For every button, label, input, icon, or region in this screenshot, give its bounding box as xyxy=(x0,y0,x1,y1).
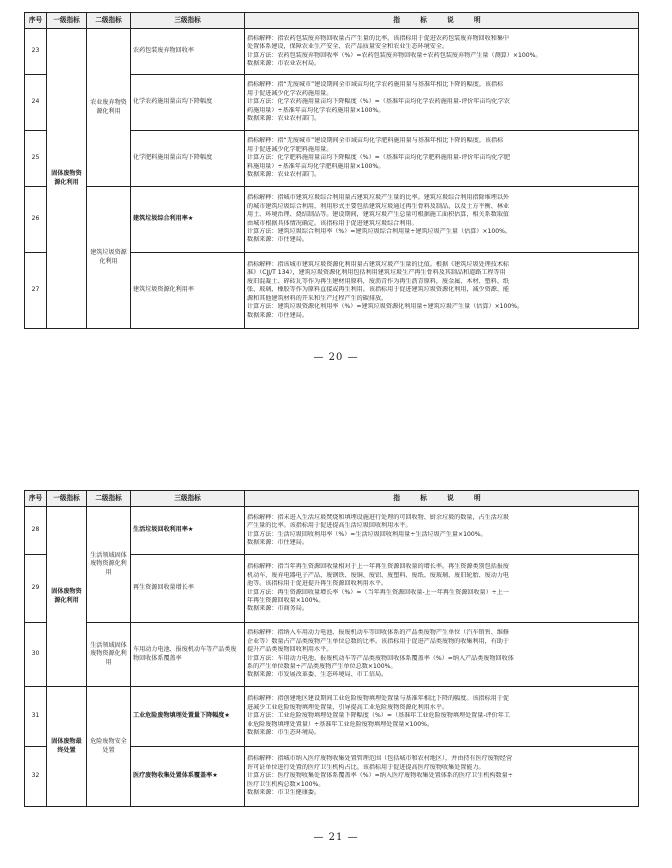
table-row xyxy=(25,623,639,687)
description-line: 提升产品类废物回收利用水平。 xyxy=(247,646,333,654)
row-number: 27 xyxy=(25,253,47,329)
description-line: 数据来源：市住建局。 xyxy=(247,311,308,319)
description-line: 指标解释：指“无废城市”建设期间全市域亩均化学肥料施用量与基准年相比下降的幅度。该指标 xyxy=(247,137,504,145)
description-line: 张、玻璃、橡胶等作为原料直接或再生利用。该指标用于促进建筑垃圾资源化利用，减少资源、能 xyxy=(247,286,510,294)
description-line: 指标解释：指未进入生活垃圾焚烧和填埋设施进行处理的可回收物、厨余垃圾的数量，占生活垃圾 xyxy=(247,513,510,521)
description-line: 用于促进减少化学农药施用量。 xyxy=(247,89,333,97)
description-line: 池等。该指标用于促进提升再生资源回收利用水平。 xyxy=(247,580,388,588)
col-header-level2: 二级指标 xyxy=(87,491,131,507)
description-line: 计算方法：工业危险废物填埋处置量下降幅度（%）=（基准年工业危险废物填埋处置量-评价年工 xyxy=(247,712,510,720)
col-header-no: 序号 xyxy=(25,491,47,507)
level1-indicator: 固体废物资源化利用 xyxy=(47,507,87,687)
col-header-level1: 一级指标 xyxy=(47,491,87,507)
indicator-description xyxy=(245,29,639,75)
level3-indicator: 化学肥料施用量亩均下降幅度 xyxy=(131,131,245,187)
description-line: 数据来源：市卫生健康委。 xyxy=(247,789,321,797)
description-line: 指标解释：指“无废城市”建设期间全市域亩均化学农药施用量与基准年相比下降的幅度。该指标 xyxy=(247,81,504,89)
description-line: 数据来源：市住建局。 xyxy=(247,236,308,244)
description-line: 计算方法：化学农药施用量亩均下降幅度（%）=（基准年亩均化学农药施用量-评价年亩均化学农 xyxy=(247,98,510,106)
description-line: 指标解释：指城市纳入医疗废物收集处置管理范围（包括城市和农村地区），并由持有医疗废物经营 xyxy=(247,755,513,763)
level1-indicator: 固体废物资源化利用 xyxy=(47,29,87,329)
table-row xyxy=(25,29,639,75)
description-line: 计算方法：医疗废物收集处置体系覆盖率（%）=纳入医疗废物收集处置体系的医疗卫生机构数量÷ xyxy=(247,772,513,780)
row-number: 28 xyxy=(25,507,47,555)
description-line: 处置体系建设，保障农业生产安全、农产品质量安全和农业生态环境安全。 xyxy=(247,43,449,51)
description-line: 药施用量）÷基准年亩均化学农药施用量×100%。 xyxy=(247,106,385,114)
level2-indicator: 建筑垃圾资源化利用 xyxy=(87,187,131,329)
description-line: 计算方法：再生资源回收量增长率（%）=（当年再生资源回收量-上一年再生资源回收量）÷上一 xyxy=(247,588,509,596)
col-header-level3: 三级指标 xyxy=(131,491,245,507)
row-number: 30 xyxy=(25,623,47,687)
description-line: 计算方法：建筑垃圾综合利用率（%）=建筑垃圾综合利用量÷建筑垃圾产生量（估算）×100%。 xyxy=(247,227,511,235)
row-number: 23 xyxy=(25,29,47,75)
col-header-description: 指 标 说 明 xyxy=(245,13,639,29)
description-line: 数据来源：农业农村部门。 xyxy=(247,115,321,123)
description-line: 数据来源：市住建局。 xyxy=(247,538,308,546)
level3-indicator: 车用动力电池、报废机动车等产品类废物回收体系覆盖率 xyxy=(131,623,245,687)
level2-indicator: 生活领域固体废物资源化利用 xyxy=(87,507,131,623)
description-line: 数据来源：市发展改革委、生态环境局、市工信局。 xyxy=(247,671,388,679)
table-row xyxy=(25,187,639,253)
description-line: 指标解释：指城市建筑垃圾综合利用量占建筑垃圾产生量的比率。建筑垃圾综合利用指除堆埋以外 xyxy=(247,194,510,202)
level3-indicator: 工业危险废物填埋处置量下降幅度★ xyxy=(131,687,245,747)
indicator-description xyxy=(245,187,639,253)
page-number: — 21 — xyxy=(313,832,359,843)
level3-indicator: 建筑垃圾综合利用率★ xyxy=(131,187,245,253)
description-line: 数据来源：市生态环境局。 xyxy=(247,729,321,737)
indicator-table-page-21 xyxy=(24,490,639,807)
description-line: 机动车、废弃电器电子产品、废钢铁、废铜、废铝、废塑料、废纸、废玻璃、废旧轮胎、废动力电 xyxy=(247,571,510,579)
description-line: 数据来源：市商务局。 xyxy=(247,605,308,613)
description-line: 数据来源：市农业农村局。 xyxy=(247,59,321,67)
level3-indicator: 生活垃圾回收利用率★ xyxy=(131,507,245,555)
col-header-level3: 三级指标 xyxy=(131,13,245,29)
level3-indicator: 再生资源回收量增长率 xyxy=(131,555,245,623)
indicator-description xyxy=(245,131,639,187)
description-line: 计算方法：农药包装废弃物回收率（%）=农药包装废弃物回收量÷农药包装废弃物产生量（测算）×100%。 xyxy=(247,51,542,59)
description-line: 指标解释：指当年再生资源回收量相对于上一年再生资源回收量的增长率。再生资源类别包括报废 xyxy=(247,563,510,571)
indicator-description xyxy=(245,253,639,329)
row-number: 31 xyxy=(25,687,47,747)
row-number: 26 xyxy=(25,187,47,253)
level3-indicator: 建筑垃圾资源化利用率 xyxy=(131,253,245,329)
indicator-description xyxy=(245,687,639,747)
description-line: 进减少工业危险废物填埋处置量，引导提高工业危险废物资源化利用水平。 xyxy=(247,703,449,711)
col-header-level1: 一级指标 xyxy=(47,13,87,29)
row-number: 25 xyxy=(25,131,47,187)
indicator-description xyxy=(245,555,639,623)
description-line: 料施用量）÷基准年亩均化学肥料施用量×100%。 xyxy=(247,162,385,170)
description-line: 指标解释：指创建地区建设期间工业危险废物填埋处置量与基准年相比下降的幅度。该指标用于促 xyxy=(247,695,510,703)
indicator-description xyxy=(245,75,639,131)
description-line: 准》（CJJ/T 134），建筑垃圾资源化利用包括利用建筑垃圾生产再生骨料及其制品和道路工程等用 xyxy=(247,269,506,277)
indicator-description xyxy=(245,747,639,807)
col-header-description: 指 标 说 明 xyxy=(245,491,639,507)
description-line: 数据来源：农业农村部门。 xyxy=(247,171,321,179)
description-line: 许可证单位进行处置的医疗卫生机构占比。该指标用于促进提高医疗废物收集处置能力。 xyxy=(247,763,485,771)
level3-indicator: 农药包装废弃物回收率 xyxy=(131,29,245,75)
indicator-description xyxy=(245,623,639,687)
indicator-table-page-20 xyxy=(24,12,639,329)
col-header-no: 序号 xyxy=(25,13,47,29)
description-line: 计算方法：车用动力电池、报废机动车等产品类废物回收体系覆盖率（%）=纳入产品类废物回收体 xyxy=(247,654,514,662)
description-line: 指标解释：指纳入车用动力电池、报废机动车等回收体系的产品类废物产生单位（汽车销售、维修 xyxy=(247,629,510,637)
description-line: 年再生资源回收量×100%。 xyxy=(247,596,325,604)
description-line: 指标解释：指该城市建筑垃圾资源化利用量占建筑垃圾产生量的比值。根据《建筑垃圾处理技术标 xyxy=(247,261,510,269)
level2-indicator: 农业废弃物资源化利用 xyxy=(87,29,131,187)
description-line: 计算方法：化学肥料施用量亩均下降幅度（%）=（基准年亩均化学肥料施用量-评价年亩均化学肥 xyxy=(247,154,510,162)
description-line: 由城市根据具体情况确定。该指标用于促进建筑垃圾综合利用。 xyxy=(247,219,418,227)
level1-indicator: 固体废物最终处置 xyxy=(47,687,87,807)
description-line: 计算方法：生活垃圾回收利用率（%）=生活垃圾回收利用量÷生活垃圾产生量×100%。 xyxy=(247,530,487,538)
row-number: 29 xyxy=(25,555,47,623)
description-line: 产生量的比率。该指标用于促进提高生活垃圾回收利用水平。 xyxy=(247,522,412,530)
level3-indicator: 医疗废物收集处置体系覆盖率★ xyxy=(131,747,245,807)
description-line: 用于促进减少化学肥料施用量。 xyxy=(247,145,333,153)
description-line: 源和其他建筑材料的开采和生产过程产生的碳排放。 xyxy=(247,294,388,302)
level2-indicator: 危险废物安全处置 xyxy=(87,687,131,807)
page-number: — 20 — xyxy=(313,352,359,363)
row-number: 24 xyxy=(25,75,47,131)
description-line: 企业等）数量占产品类废物产生单位总数的比率。该指标用于促进产品类废物的收集利用，有助于 xyxy=(247,637,510,645)
description-line: 系的产生单位数量÷产品类废物产生单位总数×100%。 xyxy=(247,662,397,670)
level2-indicator: 生活领域固体废物资源化利用 xyxy=(87,623,131,687)
description-line: 用土、环境治理、烧结制品等。建设期间，建筑垃圾产生总量可根据施工面积估算，相关系数取值 xyxy=(247,211,510,219)
indicator-description xyxy=(245,507,639,555)
description-line: 指标解释：指农药包装废弃物回收量占产生量的比率。该指标用于促进农药包装废弃物回收和集中 xyxy=(247,34,510,42)
table-row xyxy=(25,687,639,747)
description-line: 废旧混凝土、碎砖瓦等作为再生建材用原料，废沥青作为再生沥青原料，废金属、木材、塑料、纸 xyxy=(247,277,510,285)
col-header-level2: 二级指标 xyxy=(87,13,131,29)
table-row xyxy=(25,507,639,555)
description-line: 医疗卫生机构总数×100%。 xyxy=(247,780,325,788)
description-line: 计算方法：建筑垃圾资源化利用率（%）=建筑垃圾资源化利用量÷建筑垃圾产生量（估算）×100%。 xyxy=(247,303,524,311)
row-number: 32 xyxy=(25,747,47,807)
description-line: 的城市建筑垃圾综合利用，利用形式主要包括建筑垃圾通过再生骨料及制品，以及土方平衡、林业 xyxy=(247,202,510,210)
level3-indicator: 化学农药施用量亩均下降幅度 xyxy=(131,75,245,131)
description-line: 业危险废物填埋处置量）÷基准年工业危险废物填埋处置量×100%。 xyxy=(247,720,434,728)
